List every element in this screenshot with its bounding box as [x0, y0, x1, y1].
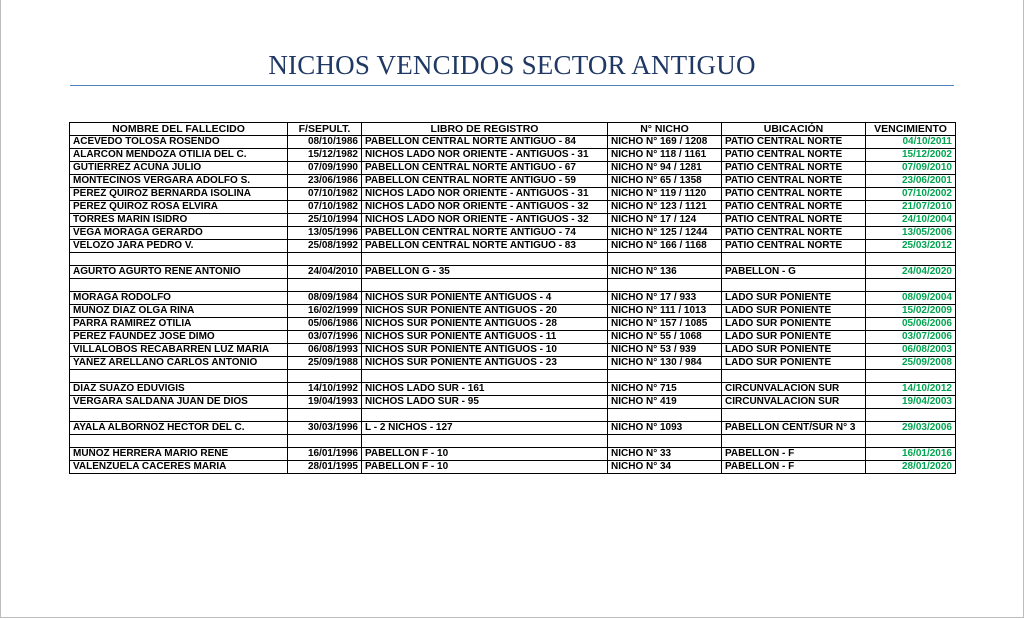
empty-cell — [288, 370, 362, 383]
cell-libro-registro: NICHOS SUR PONIENTE ANTIGUOS - 20 — [362, 305, 608, 318]
table-row — [70, 214, 956, 227]
table-row — [70, 136, 956, 149]
cell-fecha-sepultacion: 15/12/1982 — [288, 149, 362, 162]
nichos-table — [69, 122, 956, 474]
cell-libro-registro: PABELLON CENTRAL NORTE ANTIGUO - 83 — [362, 240, 608, 253]
cell-nombre: ALARCON MENDOZA OTILIA DEL C. — [70, 149, 288, 162]
cell-numero-nicho: NICHO N° 166 / 1168 — [608, 240, 722, 253]
cell-numero-nicho: NICHO N° 169 / 1208 — [608, 136, 722, 149]
header-fecha-sepultacion: F/SEPULT. — [288, 123, 362, 136]
empty-cell — [722, 435, 866, 448]
cell-nombre: PARRA RAMIREZ OTILIA — [70, 318, 288, 331]
table-row — [70, 266, 956, 279]
cell-ubicacion: PATIO CENTRAL NORTE — [722, 188, 866, 201]
table-row — [70, 461, 956, 474]
cell-fecha-sepultacion: 07/10/1982 — [288, 201, 362, 214]
table-row — [70, 357, 956, 370]
cell-nombre: PEREZ QUIROZ ROSA ELVIRA — [70, 201, 288, 214]
empty-cell — [70, 409, 288, 422]
empty-cell — [362, 409, 608, 422]
table-row — [70, 383, 956, 396]
cell-fecha-sepultacion: 14/10/1992 — [288, 383, 362, 396]
cell-nombre: GUTIERREZ ACUÑA JULIO — [70, 162, 288, 175]
cell-fecha-sepultacion: 08/09/1984 — [288, 292, 362, 305]
cell-libro-registro: NICHOS SUR PONIENTE ANTIGUOS - 4 — [362, 292, 608, 305]
table-row — [70, 318, 956, 331]
empty-cell — [722, 409, 866, 422]
cell-ubicacion: LADO SUR PONIENTE — [722, 357, 866, 370]
cell-fecha-sepultacion: 06/08/1993 — [288, 344, 362, 357]
cell-numero-nicho: NICHO N° 157 / 1085 — [608, 318, 722, 331]
cell-nombre: MUÑOZ HERRERA MARIO RENE — [70, 448, 288, 461]
cell-libro-registro: NICHOS SUR PONIENTE ANTIGUOS - 10 — [362, 344, 608, 357]
cell-fecha-sepultacion: 28/01/1995 — [288, 461, 362, 474]
cell-vencimiento: 04/10/2011 — [866, 136, 956, 149]
cell-libro-registro: NICHOS LADO SUR - 161 — [362, 383, 608, 396]
empty-cell — [866, 435, 956, 448]
cell-vencimiento: 05/06/2006 — [866, 318, 956, 331]
cell-vencimiento: 25/09/2008 — [866, 357, 956, 370]
cell-libro-registro: NICHOS LADO NOR ORIENTE - ANTIGUOS - 32 — [362, 201, 608, 214]
cell-ubicacion: PATIO CENTRAL NORTE — [722, 149, 866, 162]
cell-fecha-sepultacion: 07/09/1990 — [288, 162, 362, 175]
cell-vencimiento: 07/09/2010 — [866, 162, 956, 175]
cell-fecha-sepultacion: 08/10/1986 — [288, 136, 362, 149]
table-row — [70, 227, 956, 240]
cell-vencimiento: 16/01/2016 — [866, 448, 956, 461]
empty-cell — [608, 409, 722, 422]
table-spacer-row — [70, 253, 956, 266]
cell-vencimiento: 25/03/2012 — [866, 240, 956, 253]
cell-libro-registro: L - 2 NICHOS - 127 — [362, 422, 608, 435]
cell-fecha-sepultacion: 23/06/1986 — [288, 175, 362, 188]
cell-fecha-sepultacion: 30/03/1996 — [288, 422, 362, 435]
empty-cell — [70, 370, 288, 383]
table-spacer-row — [70, 370, 956, 383]
cell-nombre: VERGARA SALDAÑA JUAN DE DIOS — [70, 396, 288, 409]
cell-fecha-sepultacion: 25/08/1992 — [288, 240, 362, 253]
cell-fecha-sepultacion: 25/10/1994 — [288, 214, 362, 227]
cell-libro-registro: NICHOS LADO NOR ORIENTE - ANTIGUOS - 31 — [362, 188, 608, 201]
cell-fecha-sepultacion: 13/05/1996 — [288, 227, 362, 240]
cell-numero-nicho: NICHO N° 111 / 1013 — [608, 305, 722, 318]
cell-fecha-sepultacion: 16/02/1999 — [288, 305, 362, 318]
cell-vencimiento: 21/07/2010 — [866, 201, 956, 214]
table-row — [70, 344, 956, 357]
empty-cell — [362, 253, 608, 266]
cell-ubicacion: PATIO CENTRAL NORTE — [722, 227, 866, 240]
cell-ubicacion: CIRCUNVALACION SUR — [722, 396, 866, 409]
cell-ubicacion: LADO SUR PONIENTE — [722, 292, 866, 305]
cell-numero-nicho: NICHO N° 53 / 939 — [608, 344, 722, 357]
empty-cell — [70, 279, 288, 292]
cell-nombre: AYALA ALBORNOZ HECTOR DEL C. — [70, 422, 288, 435]
cell-nombre: TORRES MARIN ISIDRO — [70, 214, 288, 227]
table-row — [70, 331, 956, 344]
empty-cell — [288, 409, 362, 422]
cell-libro-registro: PABELLON CENTRAL NORTE ANTIGUO - 74 — [362, 227, 608, 240]
table-spacer-row — [70, 435, 956, 448]
cell-libro-registro: PABELLON F - 10 — [362, 461, 608, 474]
cell-vencimiento: 19/04/2003 — [866, 396, 956, 409]
cell-ubicacion: LADO SUR PONIENTE — [722, 344, 866, 357]
cell-ubicacion: PATIO CENTRAL NORTE — [722, 214, 866, 227]
cell-fecha-sepultacion: 07/10/1982 — [288, 188, 362, 201]
cell-ubicacion: PATIO CENTRAL NORTE — [722, 136, 866, 149]
empty-cell — [362, 279, 608, 292]
cell-libro-registro: PABELLON CENTRAL NORTE ANTIGUO - 84 — [362, 136, 608, 149]
empty-cell — [608, 370, 722, 383]
empty-cell — [866, 279, 956, 292]
empty-cell — [722, 279, 866, 292]
empty-cell — [722, 370, 866, 383]
cell-nombre: MUÑOZ DIAZ OLGA RINA — [70, 305, 288, 318]
cell-numero-nicho: NICHO N° 125 / 1244 — [608, 227, 722, 240]
table-row — [70, 188, 956, 201]
cell-ubicacion: LADO SUR PONIENTE — [722, 331, 866, 344]
cell-libro-registro: PABELLON F - 10 — [362, 448, 608, 461]
table-row — [70, 162, 956, 175]
cell-libro-registro: PABELLON CENTRAL NORTE ANTIGUO - 59 — [362, 175, 608, 188]
table-row — [70, 422, 956, 435]
empty-cell — [866, 409, 956, 422]
empty-cell — [362, 370, 608, 383]
title-underline — [70, 85, 954, 86]
cell-ubicacion: CIRCUNVALACION SUR — [722, 383, 866, 396]
cell-libro-registro: NICHOS LADO SUR - 95 — [362, 396, 608, 409]
cell-nombre: AGURTO AGURTO RENE ANTONIO — [70, 266, 288, 279]
header-vencimiento: VENCIMIENTO — [866, 123, 956, 136]
cell-vencimiento: 06/08/2003 — [866, 344, 956, 357]
cell-nombre: YAÑEZ ARELLANO CARLOS ANTONIO — [70, 357, 288, 370]
header-libro-registro: LIBRO DE REGISTRO — [362, 123, 608, 136]
cell-vencimiento: 03/07/2006 — [866, 331, 956, 344]
table-row — [70, 175, 956, 188]
cell-libro-registro: NICHOS SUR PONIENTE ANTIGUOS - 11 — [362, 331, 608, 344]
cell-numero-nicho: NICHO N° 118 / 1161 — [608, 149, 722, 162]
cell-numero-nicho: NICHO N° 33 — [608, 448, 722, 461]
cell-nombre: DIAZ SUAZO EDUVIGIS — [70, 383, 288, 396]
empty-cell — [608, 279, 722, 292]
empty-cell — [866, 253, 956, 266]
cell-vencimiento: 28/01/2020 — [866, 461, 956, 474]
empty-cell — [608, 435, 722, 448]
cell-numero-nicho: NICHO N° 130 / 984 — [608, 357, 722, 370]
cell-numero-nicho: NICHO N° 17 / 124 — [608, 214, 722, 227]
cell-libro-registro: NICHOS LADO NOR ORIENTE - ANTIGUOS - 32 — [362, 214, 608, 227]
cell-vencimiento: 14/10/2012 — [866, 383, 956, 396]
cell-ubicacion: LADO SUR PONIENTE — [722, 318, 866, 331]
cell-ubicacion: PATIO CENTRAL NORTE — [722, 175, 866, 188]
cell-vencimiento: 08/09/2004 — [866, 292, 956, 305]
cell-vencimiento: 29/03/2006 — [866, 422, 956, 435]
cell-libro-registro: PABELLON G - 35 — [362, 266, 608, 279]
table-spacer-row — [70, 279, 956, 292]
cell-numero-nicho: NICHO N° 715 — [608, 383, 722, 396]
cell-ubicacion: PABELLON - G — [722, 266, 866, 279]
cell-nombre: MONTECINOS VERGARA ADOLFO S. — [70, 175, 288, 188]
table-row — [70, 292, 956, 305]
cell-ubicacion: PATIO CENTRAL NORTE — [722, 162, 866, 175]
header-nombre: NOMBRE DEL FALLECIDO — [70, 123, 288, 136]
header-numero-nicho: N° NICHO — [608, 123, 722, 136]
cell-nombre: VEGA MORAGA GERARDO — [70, 227, 288, 240]
cell-vencimiento: 07/10/2002 — [866, 188, 956, 201]
table-row — [70, 149, 956, 162]
empty-cell — [608, 253, 722, 266]
cell-fecha-sepultacion: 16/01/1996 — [288, 448, 362, 461]
cell-nombre: ACEVEDO TOLOSA ROSENDO — [70, 136, 288, 149]
cell-nombre: VILLALOBOS RECABARREN LUZ MARIA — [70, 344, 288, 357]
table-spacer-row — [70, 409, 956, 422]
document-title: NICHOS VENCIDOS SECTOR ANTIGUO — [268, 50, 756, 80]
cell-nombre: PEREZ FAUNDEZ JOSE DIMO — [70, 331, 288, 344]
empty-cell — [288, 253, 362, 266]
table-row — [70, 448, 956, 461]
cell-ubicacion: PABELLON CENT/SUR N° 3 — [722, 422, 866, 435]
cell-ubicacion: PABELLON - F — [722, 448, 866, 461]
empty-cell — [70, 435, 288, 448]
cell-ubicacion: PABELLON - F — [722, 461, 866, 474]
cell-fecha-sepultacion: 25/09/1988 — [288, 357, 362, 370]
cell-nombre: MORAGA RODOLFO — [70, 292, 288, 305]
cell-fecha-sepultacion: 19/04/1993 — [288, 396, 362, 409]
cell-nombre: VELOZO JARA PEDRO V. — [70, 240, 288, 253]
cell-libro-registro: NICHOS LADO NOR ORIENTE - ANTIGUOS - 31 — [362, 149, 608, 162]
cell-nombre: PEREZ QUIROZ BERNARDA ISOLINA — [70, 188, 288, 201]
cell-fecha-sepultacion: 03/07/1996 — [288, 331, 362, 344]
table-row — [70, 201, 956, 214]
cell-ubicacion: PATIO CENTRAL NORTE — [722, 201, 866, 214]
cell-libro-registro: PABELLON CENTRAL NORTE ANTIGUO - 67 — [362, 162, 608, 175]
cell-fecha-sepultacion: 24/04/2010 — [288, 266, 362, 279]
cell-numero-nicho: NICHO N° 136 — [608, 266, 722, 279]
cell-numero-nicho: NICHO N° 1093 — [608, 422, 722, 435]
table-row — [70, 305, 956, 318]
cell-numero-nicho: NICHO N° 119 / 1120 — [608, 188, 722, 201]
cell-vencimiento: 15/12/2002 — [866, 149, 956, 162]
table-row — [70, 240, 956, 253]
table-row — [70, 396, 956, 409]
empty-cell — [362, 435, 608, 448]
cell-ubicacion: PATIO CENTRAL NORTE — [722, 240, 866, 253]
empty-cell — [70, 253, 288, 266]
cell-nombre: VALENZUELA CACERES MARIA — [70, 461, 288, 474]
cell-numero-nicho: NICHO N° 17 / 933 — [608, 292, 722, 305]
cell-libro-registro: NICHOS SUR PONIENTE ANTIGUOS - 28 — [362, 318, 608, 331]
cell-fecha-sepultacion: 05/06/1986 — [288, 318, 362, 331]
empty-cell — [288, 435, 362, 448]
empty-cell — [722, 253, 866, 266]
cell-vencimiento: 15/02/2009 — [866, 305, 956, 318]
cell-ubicacion: LADO SUR PONIENTE — [722, 305, 866, 318]
table-body — [70, 136, 956, 474]
header-ubicacion: UBICACIÓN — [722, 123, 866, 136]
table-header-row — [70, 123, 956, 136]
cell-numero-nicho: NICHO N° 34 — [608, 461, 722, 474]
cell-numero-nicho: NICHO N° 94 / 1281 — [608, 162, 722, 175]
cell-vencimiento: 13/05/2006 — [866, 227, 956, 240]
empty-cell — [288, 279, 362, 292]
cell-vencimiento: 23/06/2001 — [866, 175, 956, 188]
cell-numero-nicho: NICHO N° 419 — [608, 396, 722, 409]
cell-libro-registro: NICHOS SUR PONIENTE ANTIGUOS - 23 — [362, 357, 608, 370]
cell-numero-nicho: NICHO N° 65 / 1358 — [608, 175, 722, 188]
cell-numero-nicho: NICHO N° 123 / 1121 — [608, 201, 722, 214]
empty-cell — [866, 370, 956, 383]
cell-numero-nicho: NICHO N° 55 / 1068 — [608, 331, 722, 344]
cell-vencimiento: 24/10/2004 — [866, 214, 956, 227]
cell-vencimiento: 24/04/2020 — [866, 266, 956, 279]
